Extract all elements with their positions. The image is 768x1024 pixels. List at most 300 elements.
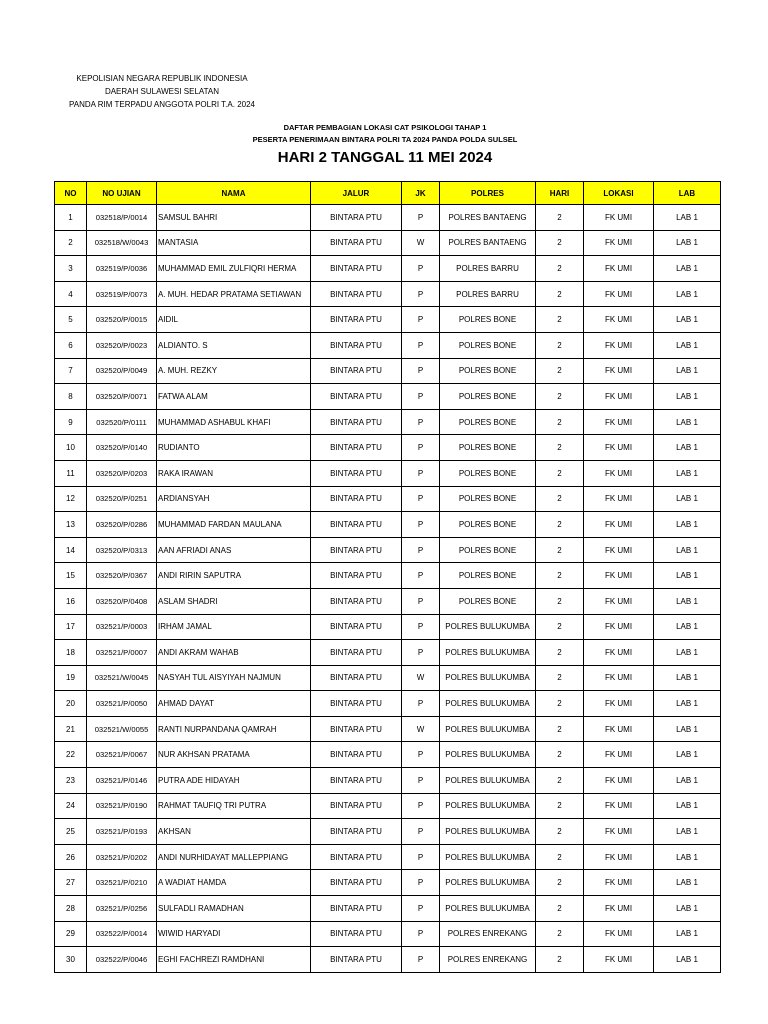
- cell-polres: POLRES BULUKUMBA: [440, 896, 536, 922]
- cell-no: 7: [55, 358, 87, 384]
- cell-polres: POLRES BULUKUMBA: [440, 768, 536, 794]
- cell-jalur: BINTARA PTU: [311, 256, 402, 282]
- cell-hari: 2: [536, 230, 584, 256]
- cell-nama: MUHAMMAD ASHABUL KHAFI: [157, 409, 311, 435]
- cell-jk: W: [402, 230, 440, 256]
- cell-no-ujian: 032520/P/0313: [87, 537, 157, 563]
- cell-no: 18: [55, 640, 87, 666]
- table-row: [55, 793, 721, 819]
- cell-no-ujian: 032520/P/0015: [87, 307, 157, 333]
- cell-hari: 2: [536, 537, 584, 563]
- cell-jk: P: [402, 896, 440, 922]
- cell-lokasi: FK UMI: [584, 537, 654, 563]
- cell-jk: P: [402, 512, 440, 538]
- cell-no: 13: [55, 512, 87, 538]
- cell-nama: SULFADLI RAMADHAN: [157, 896, 311, 922]
- cell-jk: P: [402, 588, 440, 614]
- col-jk-header: JK: [402, 182, 440, 205]
- cell-lokasi: FK UMI: [584, 742, 654, 768]
- cell-jalur: BINTARA PTU: [311, 896, 402, 922]
- cell-lokasi: FK UMI: [584, 844, 654, 870]
- cell-lab: LAB 1: [654, 230, 721, 256]
- cell-polres: POLRES BANTAENG: [440, 230, 536, 256]
- col-lab-header: LAB: [654, 182, 721, 205]
- cell-jk: P: [402, 256, 440, 282]
- cell-hari: 2: [536, 205, 584, 231]
- cell-lokasi: FK UMI: [584, 256, 654, 282]
- cell-nama: ASLAM SHADRI: [157, 588, 311, 614]
- cell-polres: POLRES BULUKUMBA: [440, 819, 536, 845]
- cell-lab: LAB 1: [654, 563, 721, 589]
- cell-lab: LAB 1: [654, 844, 721, 870]
- cell-jalur: BINTARA PTU: [311, 947, 402, 973]
- cell-hari: 2: [536, 844, 584, 870]
- cell-lokasi: FK UMI: [584, 691, 654, 717]
- cell-nama: MANTASIA: [157, 230, 311, 256]
- cell-lokasi: FK UMI: [584, 358, 654, 384]
- cell-lokasi: FK UMI: [584, 793, 654, 819]
- cell-jalur: BINTARA PTU: [311, 691, 402, 717]
- cell-nama: AIDIL: [157, 307, 311, 333]
- cell-lab: LAB 1: [654, 486, 721, 512]
- cell-lokasi: FK UMI: [584, 205, 654, 231]
- cell-lab: LAB 1: [654, 947, 721, 973]
- cell-polres: POLRES BONE: [440, 537, 536, 563]
- cell-hari: 2: [536, 409, 584, 435]
- table-header-row: [55, 182, 721, 205]
- cell-lokasi: FK UMI: [584, 870, 654, 896]
- cell-no: 15: [55, 563, 87, 589]
- cell-lokasi: FK UMI: [584, 409, 654, 435]
- cell-lokasi: FK UMI: [584, 947, 654, 973]
- cell-hari: 2: [536, 358, 584, 384]
- organization-header: [54, 72, 270, 111]
- cell-no: 21: [55, 716, 87, 742]
- cell-lab: LAB 1: [654, 665, 721, 691]
- cell-hari: 2: [536, 281, 584, 307]
- cell-jk: P: [402, 281, 440, 307]
- cell-no: 20: [55, 691, 87, 717]
- cell-hari: 2: [536, 691, 584, 717]
- cell-jk: P: [402, 640, 440, 666]
- cell-jk: P: [402, 563, 440, 589]
- cell-hari: 2: [536, 332, 584, 358]
- cell-hari: 2: [536, 793, 584, 819]
- cell-no: 27: [55, 870, 87, 896]
- cell-no: 16: [55, 588, 87, 614]
- cell-no: 4: [55, 281, 87, 307]
- cell-no-ujian: 032521/P/0146: [87, 768, 157, 794]
- cell-polres: POLRES BULUKUMBA: [440, 742, 536, 768]
- cell-nama: ANDI AKRAM WAHAB: [157, 640, 311, 666]
- cell-no: 12: [55, 486, 87, 512]
- cell-hari: 2: [536, 486, 584, 512]
- cell-lab: LAB 1: [654, 819, 721, 845]
- org-committee: PANDA RIM TERPADU ANGGOTA POLRI T.A. 2024: [69, 100, 255, 109]
- cell-polres: POLRES BULUKUMBA: [440, 614, 536, 640]
- cell-hari: 2: [536, 870, 584, 896]
- cell-nama: ANDI NURHIDAYAT MALLEPPIANG: [157, 844, 311, 870]
- cell-no-ujian: 032521/P/0050: [87, 691, 157, 717]
- cell-no-ujian: 032520/P/0367: [87, 563, 157, 589]
- cell-polres: POLRES BULUKUMBA: [440, 665, 536, 691]
- cell-nama: AHMAD DAYAT: [157, 691, 311, 717]
- cell-nama: ARDIANSYAH: [157, 486, 311, 512]
- table-row: [55, 716, 721, 742]
- col-polres-header: POLRES: [440, 182, 536, 205]
- cell-jalur: BINTARA PTU: [311, 614, 402, 640]
- table-row: [55, 870, 721, 896]
- cell-lab: LAB 1: [654, 742, 721, 768]
- table-row: [55, 435, 721, 461]
- cell-polres: POLRES BONE: [440, 409, 536, 435]
- cell-jalur: BINTARA PTU: [311, 819, 402, 845]
- col-nama-header: NAMA: [157, 182, 311, 205]
- table-row: [55, 742, 721, 768]
- cell-jalur: BINTARA PTU: [311, 793, 402, 819]
- cell-no-ujian: 032521/P/0202: [87, 844, 157, 870]
- document-title: DAFTAR PEMBAGIAN LOKASI CAT PSIKOLOGI TAHAP 1: [283, 123, 487, 132]
- cell-hari: 2: [536, 460, 584, 486]
- cell-jk: P: [402, 409, 440, 435]
- cell-lab: LAB 1: [654, 512, 721, 538]
- table-row: [55, 614, 721, 640]
- cell-jalur: BINTARA PTU: [311, 486, 402, 512]
- cell-lokasi: FK UMI: [584, 640, 654, 666]
- cell-lab: LAB 1: [654, 588, 721, 614]
- cell-no: 23: [55, 768, 87, 794]
- document-subtitle: PESERTA PENERIMAAN BINTARA POLRI TA 2024 PANDA POLDA SULSEL: [252, 135, 518, 144]
- cell-lab: LAB 1: [654, 435, 721, 461]
- cell-lokasi: FK UMI: [584, 281, 654, 307]
- cell-jk: P: [402, 614, 440, 640]
- cell-lokasi: FK UMI: [584, 307, 654, 333]
- cell-no-ujian: 032521/P/0190: [87, 793, 157, 819]
- cell-jalur: BINTARA PTU: [311, 563, 402, 589]
- cell-lokasi: FK UMI: [584, 665, 654, 691]
- cell-lokasi: FK UMI: [584, 512, 654, 538]
- cell-nama: RAHMAT TAUFIQ TRI PUTRA: [157, 793, 311, 819]
- cell-hari: 2: [536, 921, 584, 947]
- cell-lab: LAB 1: [654, 716, 721, 742]
- cell-hari: 2: [536, 665, 584, 691]
- cell-lokasi: FK UMI: [584, 435, 654, 461]
- cell-no-ujian: 032520/P/0111: [87, 409, 157, 435]
- cell-lokasi: FK UMI: [584, 614, 654, 640]
- cell-nama: AAN AFRIADI ANAS: [157, 537, 311, 563]
- cell-hari: 2: [536, 614, 584, 640]
- cell-jalur: BINTARA PTU: [311, 281, 402, 307]
- col-no-header: NO: [55, 182, 87, 205]
- cell-no: 22: [55, 742, 87, 768]
- cell-no-ujian: 032522/P/0046: [87, 947, 157, 973]
- cell-polres: POLRES BARRU: [440, 281, 536, 307]
- cell-lokasi: FK UMI: [584, 460, 654, 486]
- table-row: [55, 230, 721, 256]
- cell-polres: POLRES BONE: [440, 512, 536, 538]
- cell-no-ujian: 032521/P/0193: [87, 819, 157, 845]
- cell-jk: W: [402, 716, 440, 742]
- cell-jalur: BINTARA PTU: [311, 435, 402, 461]
- cell-jk: P: [402, 947, 440, 973]
- cell-lab: LAB 1: [654, 793, 721, 819]
- cell-jk: P: [402, 921, 440, 947]
- cell-jalur: BINTARA PTU: [311, 512, 402, 538]
- cell-jalur: BINTARA PTU: [311, 768, 402, 794]
- cell-nama: SAMSUL BAHRI: [157, 205, 311, 231]
- cell-hari: 2: [536, 819, 584, 845]
- cell-lokasi: FK UMI: [584, 563, 654, 589]
- cell-nama: EGHI FACHREZI RAMDHANI: [157, 947, 311, 973]
- cell-jk: P: [402, 819, 440, 845]
- cell-jalur: BINTARA PTU: [311, 358, 402, 384]
- cell-no: 25: [55, 819, 87, 845]
- cell-polres: POLRES BULUKUMBA: [440, 716, 536, 742]
- cell-lokasi: FK UMI: [584, 332, 654, 358]
- cell-no-ujian: 032520/P/0286: [87, 512, 157, 538]
- cell-polres: POLRES BULUKUMBA: [440, 691, 536, 717]
- cell-lab: LAB 1: [654, 870, 721, 896]
- cell-nama: RAKA IRAWAN: [157, 460, 311, 486]
- cell-no-ujian: 032520/P/0049: [87, 358, 157, 384]
- cell-polres: POLRES BONE: [440, 460, 536, 486]
- cell-nama: WIWID HARYADI: [157, 921, 311, 947]
- cell-hari: 2: [536, 896, 584, 922]
- cell-no-ujian: 032521/P/0210: [87, 870, 157, 896]
- cell-lokasi: FK UMI: [584, 230, 654, 256]
- cell-no: 8: [55, 384, 87, 410]
- cell-no: 19: [55, 665, 87, 691]
- cell-lokasi: FK UMI: [584, 768, 654, 794]
- cell-no: 2: [55, 230, 87, 256]
- cell-hari: 2: [536, 512, 584, 538]
- cell-no-ujian: 032521/P/0007: [87, 640, 157, 666]
- table-row: [55, 640, 721, 666]
- cell-polres: POLRES BONE: [440, 358, 536, 384]
- cell-jk: P: [402, 358, 440, 384]
- table-row: [55, 588, 721, 614]
- col-lokasi-header: LOKASI: [584, 182, 654, 205]
- cell-jalur: BINTARA PTU: [311, 742, 402, 768]
- cell-no: 28: [55, 896, 87, 922]
- cell-lab: LAB 1: [654, 256, 721, 282]
- table-row: [55, 896, 721, 922]
- cell-jalur: BINTARA PTU: [311, 844, 402, 870]
- cell-lab: LAB 1: [654, 205, 721, 231]
- cell-lab: LAB 1: [654, 384, 721, 410]
- cell-jk: P: [402, 870, 440, 896]
- cell-hari: 2: [536, 716, 584, 742]
- cell-no-ujian: 032521/P/0256: [87, 896, 157, 922]
- cell-no: 9: [55, 409, 87, 435]
- cell-hari: 2: [536, 256, 584, 282]
- cell-polres: POLRES BONE: [440, 486, 536, 512]
- cell-nama: A WADIAT HAMDA: [157, 870, 311, 896]
- cell-jk: P: [402, 793, 440, 819]
- table-body: [55, 205, 721, 973]
- cell-no-ujian: 032519/P/0073: [87, 281, 157, 307]
- cell-no-ujian: 032520/P/0140: [87, 435, 157, 461]
- cell-lab: LAB 1: [654, 614, 721, 640]
- cell-jk: P: [402, 537, 440, 563]
- cell-lokasi: FK UMI: [584, 384, 654, 410]
- cell-jalur: BINTARA PTU: [311, 870, 402, 896]
- cell-polres: POLRES BONE: [440, 435, 536, 461]
- cell-jk: P: [402, 332, 440, 358]
- cell-no: 3: [55, 256, 87, 282]
- cell-lokasi: FK UMI: [584, 588, 654, 614]
- table-row: [55, 332, 721, 358]
- cell-polres: POLRES BONE: [440, 332, 536, 358]
- cell-jk: W: [402, 665, 440, 691]
- cell-no: 11: [55, 460, 87, 486]
- org-name: KEPOLISIAN NEGARA REPUBLIK INDONESIA: [76, 74, 248, 83]
- cell-jk: P: [402, 844, 440, 870]
- cell-lab: LAB 1: [654, 691, 721, 717]
- cell-hari: 2: [536, 588, 584, 614]
- cell-hari: 2: [536, 640, 584, 666]
- cell-lab: LAB 1: [654, 537, 721, 563]
- table-row: [55, 205, 721, 231]
- cell-polres: POLRES ENREKANG: [440, 921, 536, 947]
- cell-jalur: BINTARA PTU: [311, 409, 402, 435]
- cell-nama: A. MUH. REZKY: [157, 358, 311, 384]
- cell-no-ujian: 032521/W/0045: [87, 665, 157, 691]
- cell-no-ujian: 032520/P/0071: [87, 384, 157, 410]
- cell-lab: LAB 1: [654, 409, 721, 435]
- cell-no-ujian: 032522/P/0014: [87, 921, 157, 947]
- table-row: [55, 512, 721, 538]
- cell-no: 1: [55, 205, 87, 231]
- cell-no: 30: [55, 947, 87, 973]
- table-row: [55, 768, 721, 794]
- cell-nama: A. MUH. HEDAR PRATAMA SETIAWAN: [157, 281, 311, 307]
- cell-lab: LAB 1: [654, 307, 721, 333]
- cell-polres: POLRES BONE: [440, 307, 536, 333]
- cell-lab: LAB 1: [654, 896, 721, 922]
- cell-lab: LAB 1: [654, 460, 721, 486]
- table-row: [55, 256, 721, 282]
- cell-hari: 2: [536, 563, 584, 589]
- cell-polres: POLRES BONE: [440, 384, 536, 410]
- cell-jalur: BINTARA PTU: [311, 716, 402, 742]
- cell-no-ujian: 032521/P/0067: [87, 742, 157, 768]
- cell-lokasi: FK UMI: [584, 819, 654, 845]
- cell-jk: P: [402, 205, 440, 231]
- cell-jalur: BINTARA PTU: [311, 230, 402, 256]
- table-row: [55, 384, 721, 410]
- cell-no: 10: [55, 435, 87, 461]
- cell-no-ujian: 032520/P/0203: [87, 460, 157, 486]
- col-no-ujian-header: NO UJIAN: [87, 182, 157, 205]
- cell-no: 14: [55, 537, 87, 563]
- cell-jk: P: [402, 691, 440, 717]
- col-hari-header: HARI: [536, 182, 584, 205]
- cell-nama: FATWA ALAM: [157, 384, 311, 410]
- cell-lab: LAB 1: [654, 332, 721, 358]
- table-row: [55, 563, 721, 589]
- cell-jk: P: [402, 307, 440, 333]
- cell-hari: 2: [536, 307, 584, 333]
- table-row: [55, 844, 721, 870]
- cell-no-ujian: 032520/P/0251: [87, 486, 157, 512]
- cell-jalur: BINTARA PTU: [311, 460, 402, 486]
- cell-jk: P: [402, 435, 440, 461]
- cell-no-ujian: 032518/P/0014: [87, 205, 157, 231]
- cell-lab: LAB 1: [654, 281, 721, 307]
- cell-jk: P: [402, 486, 440, 512]
- cell-jk: P: [402, 460, 440, 486]
- cell-hari: 2: [536, 435, 584, 461]
- cell-no: 5: [55, 307, 87, 333]
- cell-jalur: BINTARA PTU: [311, 332, 402, 358]
- cell-polres: POLRES BANTAENG: [440, 205, 536, 231]
- table-row: [55, 460, 721, 486]
- cell-lokasi: FK UMI: [584, 716, 654, 742]
- cell-lab: LAB 1: [654, 358, 721, 384]
- cell-no-ujian: 032521/P/0003: [87, 614, 157, 640]
- cell-jalur: BINTARA PTU: [311, 640, 402, 666]
- participant-table: [54, 181, 721, 973]
- cell-no-ujian: 032519/P/0036: [87, 256, 157, 282]
- cell-polres: POLRES BULUKUMBA: [440, 844, 536, 870]
- cell-jk: P: [402, 768, 440, 794]
- table-row: [55, 921, 721, 947]
- cell-no: 17: [55, 614, 87, 640]
- cell-jalur: BINTARA PTU: [311, 307, 402, 333]
- cell-nama: NASYAH TUL AISYIYAH NAJMUN: [157, 665, 311, 691]
- cell-nama: ANDI RIRIN SAPUTRA: [157, 563, 311, 589]
- org-region: DAERAH SULAWESI SELATAN: [104, 87, 220, 96]
- cell-lokasi: FK UMI: [584, 921, 654, 947]
- table-row: [55, 537, 721, 563]
- cell-no-ujian: 032518/W/0043: [87, 230, 157, 256]
- cell-jalur: BINTARA PTU: [311, 921, 402, 947]
- cell-nama: NUR AKHSAN PRATAMA: [157, 742, 311, 768]
- table-row: [55, 665, 721, 691]
- cell-jalur: BINTARA PTU: [311, 537, 402, 563]
- cell-nama: AKHSAN: [157, 819, 311, 845]
- cell-lokasi: FK UMI: [584, 896, 654, 922]
- cell-hari: 2: [536, 742, 584, 768]
- cell-polres: POLRES BULUKUMBA: [440, 640, 536, 666]
- cell-lab: LAB 1: [654, 768, 721, 794]
- cell-jalur: BINTARA PTU: [311, 205, 402, 231]
- cell-jalur: BINTARA PTU: [311, 588, 402, 614]
- cell-polres: POLRES BONE: [440, 563, 536, 589]
- cell-no: 29: [55, 921, 87, 947]
- table-row: [55, 691, 721, 717]
- col-jalur-header: JALUR: [311, 182, 402, 205]
- cell-nama: MUHAMMAD FARDAN MAULANA: [157, 512, 311, 538]
- cell-lokasi: FK UMI: [584, 486, 654, 512]
- cell-no: 24: [55, 793, 87, 819]
- cell-lab: LAB 1: [654, 921, 721, 947]
- cell-jalur: BINTARA PTU: [311, 384, 402, 410]
- cell-polres: POLRES ENREKANG: [440, 947, 536, 973]
- cell-hari: 2: [536, 947, 584, 973]
- cell-polres: POLRES BARRU: [440, 256, 536, 282]
- cell-polres: POLRES BULUKUMBA: [440, 870, 536, 896]
- cell-nama: RUDIANTO: [157, 435, 311, 461]
- cell-no: 26: [55, 844, 87, 870]
- table-row: [55, 409, 721, 435]
- table-row: [55, 307, 721, 333]
- cell-jk: P: [402, 742, 440, 768]
- cell-no-ujian: 032520/P/0023: [87, 332, 157, 358]
- cell-nama: ALDIANTO. S: [157, 332, 311, 358]
- cell-nama: RANTI NURPANDANA QAMRAH: [157, 716, 311, 742]
